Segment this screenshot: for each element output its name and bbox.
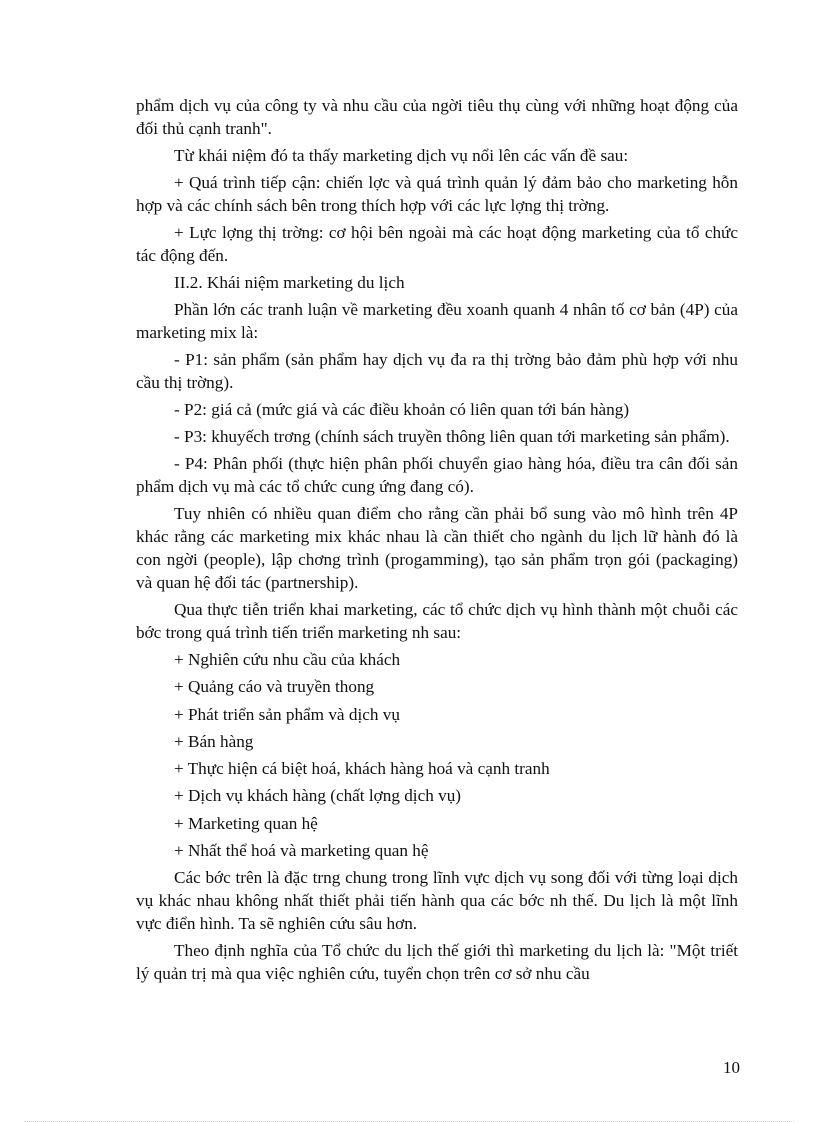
list-item: + Nhất thể hoá và marketing quan hệ	[174, 841, 429, 861]
page-bottom-divider	[24, 1121, 794, 1122]
paragraph-definition: Theo định nghĩa của Tổ chức du lịch thế giới thì marketing du lịch là: "Một triết lý quản trị mà qua việc nghiên cứu, tuyển chọn trên cơ sở nhu cầu	[136, 941, 738, 984]
paragraph-approach-process: + Quá trình tiếp cận: chiến lợc và quá trình quản lý đảm bảo cho marketing hỗn hợp và các chính sách bên trong thích hợp với các lực lợng thị trờng.	[136, 173, 738, 215]
paragraph-p4: - P4: Phân phối (thực hiện phân phối chuyển giao hàng hóa, điều tra cân đối sản phẩm dịch vụ mà các tổ chức cung ứng đang có).	[136, 454, 738, 496]
list-item: + Nghiên cứu nhu cầu của khách	[174, 650, 401, 669]
list-item: + Quảng cáo và truyền thong	[174, 677, 375, 697]
body-text	[136, 94, 738, 989]
paragraph-p1: - P1: sản phẩm (sản phẩm hay dịch vụ đa ra thị trờng bảo đảm phù hợp với nhu cầu thị trờng).	[136, 350, 738, 392]
page-number: 10	[723, 1058, 740, 1077]
paragraph-steps-summary: Các bớc trên là đặc trng chung trong lĩnh vực dịch vụ song đối với từng loại dịch vụ khác nhau không nhất thiết phải tiến hành qua các bớc nh thế. Du lịch là một lĩnh vực điển hình. Ta sẽ nghiên cứu sâu hơn.	[136, 868, 738, 934]
paragraph-issues-intro: Từ khái niệm đó ta thấy marketing dịch vụ nổi lên các vấn đề sau:	[174, 146, 629, 165]
list-item: + Bán hàng	[174, 731, 254, 751]
paragraph-continuation: phẩm dịch vụ của công ty và nhu cầu của ngời tiêu thụ cùng với những hoạt động của đối thủ cạnh tranh".	[136, 96, 738, 138]
list-item: + Dịch vụ khách hàng (chất lợng dịch vụ)	[174, 786, 462, 806]
list-item: + Marketing quan hệ	[174, 813, 318, 833]
paragraph-4p-intro: Phần lớn các tranh luận về marketing đều xoanh quanh 4 nhân tố cơ bản (4P) của marketing mix là:	[136, 300, 738, 342]
paragraph-steps-intro: Qua thực tiễn triển khai marketing, các tổ chức dịch vụ hình thành một chuỗi các bớc trong quá trình tiến triển marketing nh sau:	[136, 600, 738, 642]
list-item: + Phát triển sản phẩm và dịch vụ	[174, 704, 400, 724]
paragraph-p2: - P2: giá cả (mức giá và các điều khoản có liên quan tới bán hàng)	[174, 400, 630, 419]
list-item: + Thực hiện cá biệt hoá, khách hàng hoá và cạnh tranh	[174, 759, 550, 779]
paragraph-extra-p: Tuy nhiên có nhiều quan điểm cho rằng cần phải bổ sung vào mô hình trên 4P khác rằng các marketing mix khác nhau là cần thiết cho ngành du lịch lữ hành đó là con ngời (people), lập chơng trình (progamming), tạo sản phẩm trọn gói (packaging) và quan hệ đối tác (partnership).	[136, 504, 738, 592]
section-heading: II.2. Khái niệm marketing du lịch	[174, 273, 405, 292]
paragraph-market-forces: + Lực lợng thị trờng: cơ hội bên ngoài mà các hoạt động marketing của tổ chức tác động đến.	[136, 223, 738, 265]
paragraph-p3: - P3: khuyếch trơng (chính sách truyền thông liên quan tới marketing sản phẩm).	[174, 427, 730, 446]
